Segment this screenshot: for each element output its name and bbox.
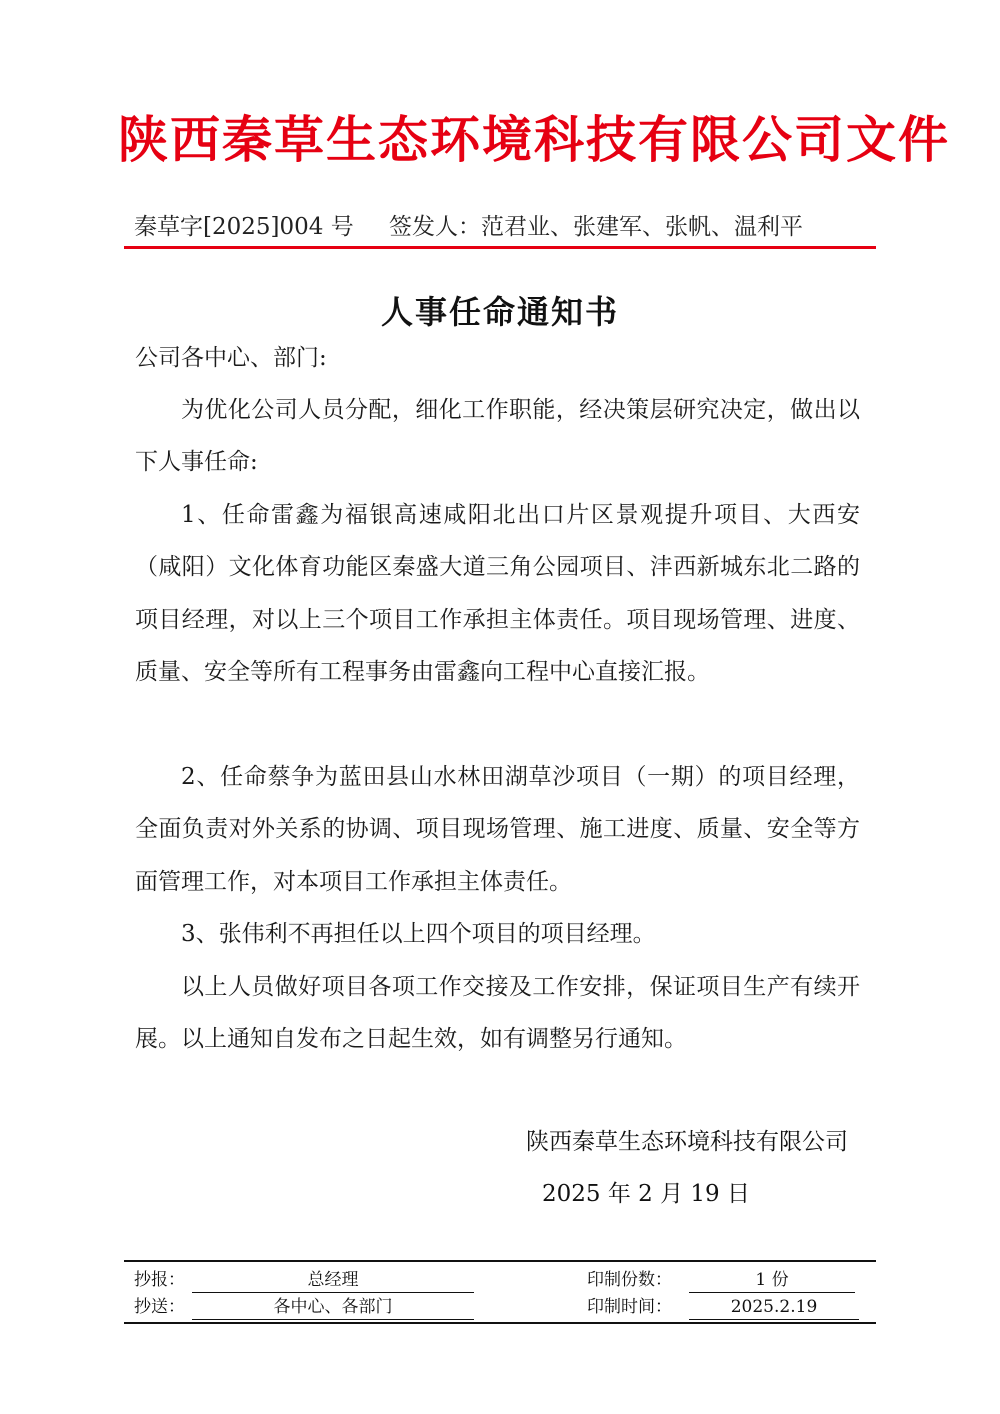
footer-top-rule (124, 1260, 876, 1262)
letterhead-divider (124, 246, 876, 249)
paragraph-intro: 为优化公司人员分配，细化工作职能，经决策层研究决定，做出以下人事任命: (135, 397, 860, 476)
issuer-list: 签发人：范君业、张建军、张帆、温利平 (389, 214, 804, 240)
report-to-value: 总经理 (192, 1266, 474, 1293)
footer-copies (587, 1266, 857, 1294)
footer-copy-to (134, 1293, 479, 1321)
document-title: 人事任命通知书 (380, 293, 619, 331)
print-time-label: 印制时间： (587, 1297, 672, 1317)
salutation: 公司各中心、部门: (135, 345, 327, 371)
print-time-value: 2025.2.19 (689, 1293, 859, 1320)
footer-bottom-rule (124, 1322, 876, 1324)
copies-label: 印制份数： (587, 1270, 672, 1290)
copy-to-value: 各中心、各部门 (192, 1293, 474, 1320)
letterhead-title: 陕西秦草生态环境科技有限公司文件 (118, 111, 950, 169)
signature-date: 2025 年 2 月 19 日 (542, 1181, 750, 1207)
document-info-line (134, 208, 874, 246)
paragraph-closing: 以上人员做好项目各项工作交接及工作安排，保证项目生产有续开展。以上通知自发布之日起生效，如有调整另行通知。 (135, 974, 860, 1053)
footer-report-to (134, 1266, 479, 1294)
report-to-label: 抄报： (134, 1270, 185, 1290)
paragraph-appointment-2: 2、任命蔡争为蓝田县山水林田湖草沙项目（一期）的项目经理，全面负责对外关系的协调、项目现场管理、施工进度、质量、安全等方面管理工作，对本项目工作承担主体责任。 (135, 764, 860, 895)
footer-print-time (587, 1293, 862, 1321)
signature-company: 陕西秦草生态环境科技有限公司 (526, 1129, 848, 1155)
paragraph-appointment-1: 1、任命雷鑫为福银高速咸阳北出口片区景观提升项目、大西安（咸阳）文化体育功能区秦盛大道三角公园项目、沣西新城东北二路的项目经理，对以上三个项目工作承担主体责任。项目现场管理、进度、质量、安全等所有工程事务由雷鑫向工程中心直接汇报。 (135, 502, 860, 686)
document-number: 秦草字[2025]004 号 (134, 214, 354, 240)
copies-value: 1 份 (689, 1266, 855, 1293)
paragraph-appointment-3: 3、张伟利不再担任以上四个项目的项目经理。 (181, 921, 656, 947)
copy-to-label: 抄送： (134, 1297, 185, 1317)
